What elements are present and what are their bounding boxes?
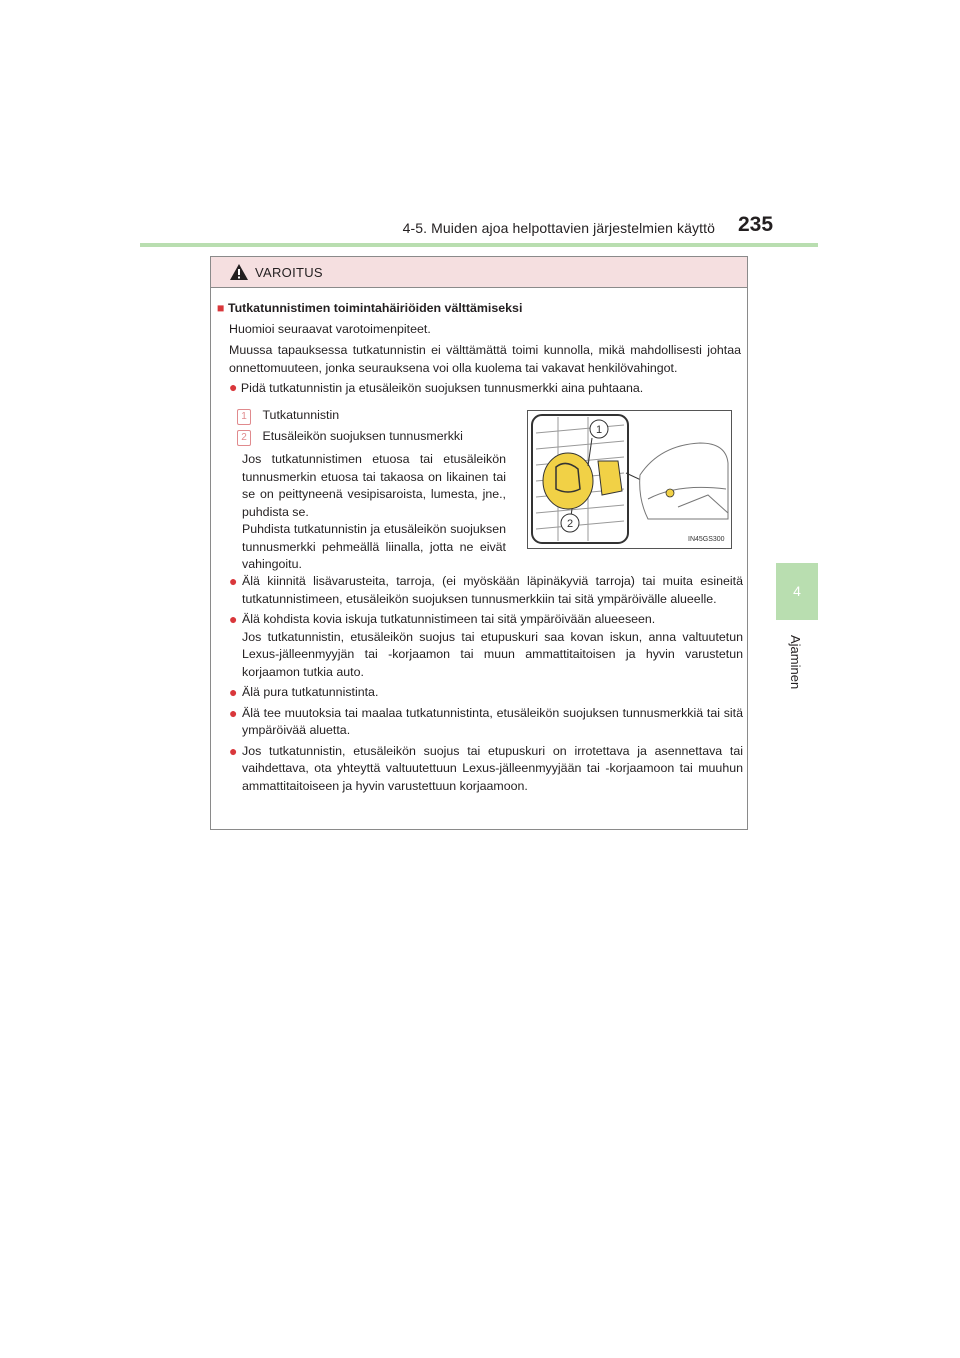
chapter-title: 4-5. Muiden ajoa helpottavien järjestelmien käyttö <box>402 220 715 236</box>
radar-sensor-illustration <box>528 411 731 548</box>
legend-text: Etusäleikön suojuksen tunnusmerkki <box>262 429 463 443</box>
bullet-text: Jos tutkatunnistin, etusäleikön suojus tai etupuskuri saa kovan iskun, anna valtuutetun Lexus-jälleenmyyjän tai -korjaamon tai muun ammattitaitoisen ja hyvin varustetun korjaamon tutkia auto. <box>242 629 743 679</box>
page-number: 235 <box>738 213 774 236</box>
warning-triangle-icon <box>229 263 249 281</box>
bullet-text-group <box>242 611 743 681</box>
bullet-text: Pidä tutkatunnistin ja etusäleikön suojuksen tunnusmerkki aina puhtaana. <box>240 381 644 395</box>
figure-callout-1: 1 <box>595 424 603 436</box>
bullet-item <box>229 705 743 740</box>
section-heading-text: Tutkatunnistimen toimintahäiriöiden välttämiseksi <box>227 301 523 315</box>
bullet-item <box>229 684 743 702</box>
round-bullet-icon: ● <box>229 379 238 395</box>
round-bullet-icon: ● <box>229 573 238 589</box>
bullet-item <box>229 379 741 398</box>
bullet-item <box>229 573 743 608</box>
warning-header <box>211 257 747 288</box>
chapter-tab-label: Ajaminen <box>788 635 803 690</box>
radar-sensor-figure <box>527 410 732 549</box>
round-bullet-icon: ● <box>229 611 238 627</box>
cleaning-paragraph-2: Puhdista tutkatunnistin ja etusäleikön suojuksen tunnusmerkki pehmeällä liinalla, jotta ne eivät vahingoitu. <box>242 522 506 571</box>
chapter-tab <box>776 563 818 620</box>
bullet-list <box>229 573 743 795</box>
figure-callout-2: 2 <box>566 518 574 530</box>
bullet-text: Älä kohdista kovia iskuja tutkatunnistimeen tai sitä ympäröivään alueeseen. <box>242 612 656 626</box>
warning-title: VAROITUS <box>255 265 323 280</box>
legend-text: Tutkatunnistin <box>262 408 340 422</box>
section-heading <box>217 300 737 318</box>
bullet-item <box>229 611 743 681</box>
round-bullet-icon: ● <box>229 742 238 759</box>
number-2-icon: 2 <box>237 430 251 446</box>
bullet-text: Älä tee muutoksia tai maalaa tutkatunnistinta, etusäleikön suojuksen tunnusmerkkiä tai sitä ympäröivää aluetta. <box>242 705 743 737</box>
round-bullet-icon: ● <box>229 684 238 700</box>
cleaning-paragraph: Jos tutkatunnistimen etuosa tai etusäleikön tunnusmerkin etuosa tai takaosa on likainen tai se on peittyneenä vesipisaroista, lumesta, jne., puhdista se. <box>242 452 506 519</box>
round-bullet-icon: ● <box>229 704 238 721</box>
chapter-tab-number: 4 <box>793 583 801 599</box>
square-bullet-icon: ■ <box>217 301 225 315</box>
figure-code: IN45GS300 <box>688 536 725 543</box>
bullet-text: Älä kiinnitä lisävarusteita, tarroja, (ei myöskään läpinäkyviä tarroja) tai muita esineitä tutkatunnistimeen, etusäleikön suojuksen tunnusmerkkiin tai sitä ympäröivälle alueelle. <box>242 574 743 606</box>
number-1-icon: 1 <box>237 409 251 425</box>
bullet-text: Jos tutkatunnistin, etusäleikön suojus tai etupuskuri on irrotettava ja asennettava tai vaihdettava, ota yhteyttä valtuutettuun Lexus-jälleenmyyjään tai -korjaamoon tai muuhun ammattitaitoiseen ja hyvin varustettuun korjaamoon. <box>242 743 743 793</box>
intro-line: Huomioi seuraavat varotoimenpiteet. <box>229 322 431 336</box>
intro-paragraph: Muussa tapauksessa tutkatunnistin ei välttämättä toimi kunnolla, mikä mahdollisesti johtaa onnettomuuteen, jonka seurauksena voi olla kuolema tai vakavat henkilövahingot. <box>229 343 741 375</box>
legend-item-2 <box>237 428 517 446</box>
bullet-text: Älä pura tutkatunnistinta. <box>242 685 379 699</box>
header-divider <box>140 243 818 247</box>
legend-item-1 <box>237 407 517 425</box>
bullet-item <box>229 743 743 796</box>
